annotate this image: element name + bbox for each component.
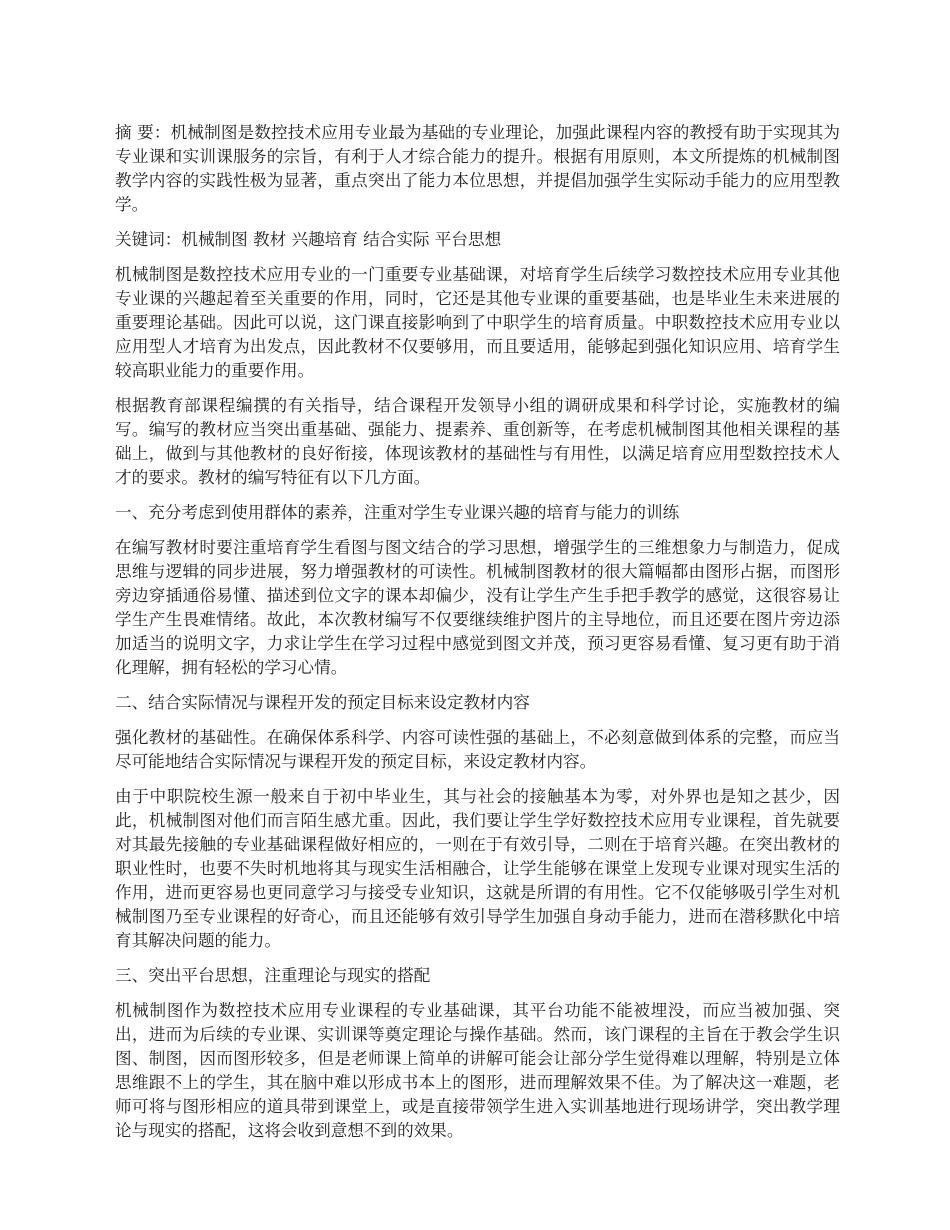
section-heading-1: 一、充分考虑到使用群体的素养，注重对学生专业课兴趣的培育与能力的训练 [115,503,680,522]
body-paragraph-1: 机械制图是数控技术应用专业的一门重要专业基础课，对培育学生后续学习数控技术应用专业其他专业课的兴趣起着至关重要的作用，同时，它还是其他专业课的重要基础，也是毕业生未来进展的重要理论基础。因此可以说，这门课直接影响到了中职学生的培育质量。中职数控技术应用专业以应用型人才培育为出发点，因此教材不仅要够用，而且要适用，能够起到强化知识应用、培育学生较高职业能力的重要作用。 [115,265,840,380]
body-paragraph-4: 强化教材的基础性。在确保体系科学、内容可读性强的基础上，不必刻意做到体系的完整，而应当尽可能地结合实际情况与课程开发的预定目标，来设定教材内容。 [115,728,840,771]
abstract-paragraph: 摘 要：机械制图是数控技术应用专业最为基础的专业理论，加强此课程内容的教授有助于实现其为专业课和实训课服务的宗旨，有利于人才综合能力的提升。根据有用原则，本文所提炼的机械制图教学内容的实践性极为显著，重点突出了能力本位思想，并提倡加强学生实际动手能力的应用型教学。 [115,123,840,214]
body-paragraph-6: 机械制图作为数控技术应用专业课程的专业基础课，其平台功能不能被埋没，而应当被加强、突出，进而为后续的专业课、实训课等奠定理论与操作基础。然而，该门课程的主旨在于教会学生识图、制图，因而图形较多，但是老师课上简单的讲解可能会让部分学生觉得难以理解，特别是立体思维跟不上的学生，其在脑中难以形成书本上的图形，进而理解效果不佳。为了解决这一难题，老师可将与图形相应的道具带到课堂上，或是直接带领学生进入实训基地进行现场讲学，突出教学理论与现实的搭配，这将会收到意想不到的效果。 [115,1001,840,1140]
document-page [115,121,840,1154]
body-paragraph-5: 由于中职院校生源一般来自于初中毕业生，其与社会的接触基本为零，对外界也是知之甚少，因此，机械制图对他们而言陌生感尤重。因此，我们要让学生学好数控技术应用专业课程，首先就要对其最先接触的专业基础课程做好相应的，一则在于有效引导，二则在于培育兴趣。在突出教材的职业性时，也要不失时机地将其与现实生活相融合，让学生能够在课堂上发现专业课对现实生活的作用，进而更容易也更同意学习与接受专业知识，这就是所谓的有用性。它不仅能够吸引学生对机械制图乃至专业课程的好奇心，而且还能够有效引导学生加强自身动手能力，进而在潜移默化中培育其解决问题的能力。 [115,787,840,950]
body-paragraph-3: 在编写教材时要注重培育学生看图与图文结合的学习思想，增强学生的三维想象力与制造力，促成思维与逻辑的同步进展，努力增强教材的可读性。机械制图教材的很大篇幅都由图形占据，而图形旁边穿插通俗易懂、描述到位文字的课本却偏少，没有让学生产生手把手教学的感觉，这很容易让学生产生畏难情绪。故此，本次教材编写不仅要继续维护图片的主导地位，而且还要在图片旁边添加适当的说明文字，力求让学生在学习过程中感觉到图文并茂，预习更容易看懂、复习更有助于消化理解，拥有轻松的学习心情。 [115,538,840,677]
section-heading-2: 二、结合实际情况与课程开发的预定目标来设定教材内容 [115,693,530,712]
body-paragraph-2: 根据教育部课程编撰的有关指导，结合课程开发领导小组的调研成果和科学讨论，实施教材的编写。编写的教材应当突出重基础、强能力、提素养、重创新等，在考虑机械制图其他相关课程的基础上，做到与其他教材的良好衔接，体现该教材的基础性与有用性，以满足培育应用型数控技术人才的要求。教材的编写特征有以下几方面。 [115,396,840,487]
section-heading-3: 三、突出平台思想，注重理论与现实的搭配 [115,966,431,985]
keywords-line: 关键词：机械制图 教材 兴趣培育 结合实际 平台思想 [115,230,502,249]
